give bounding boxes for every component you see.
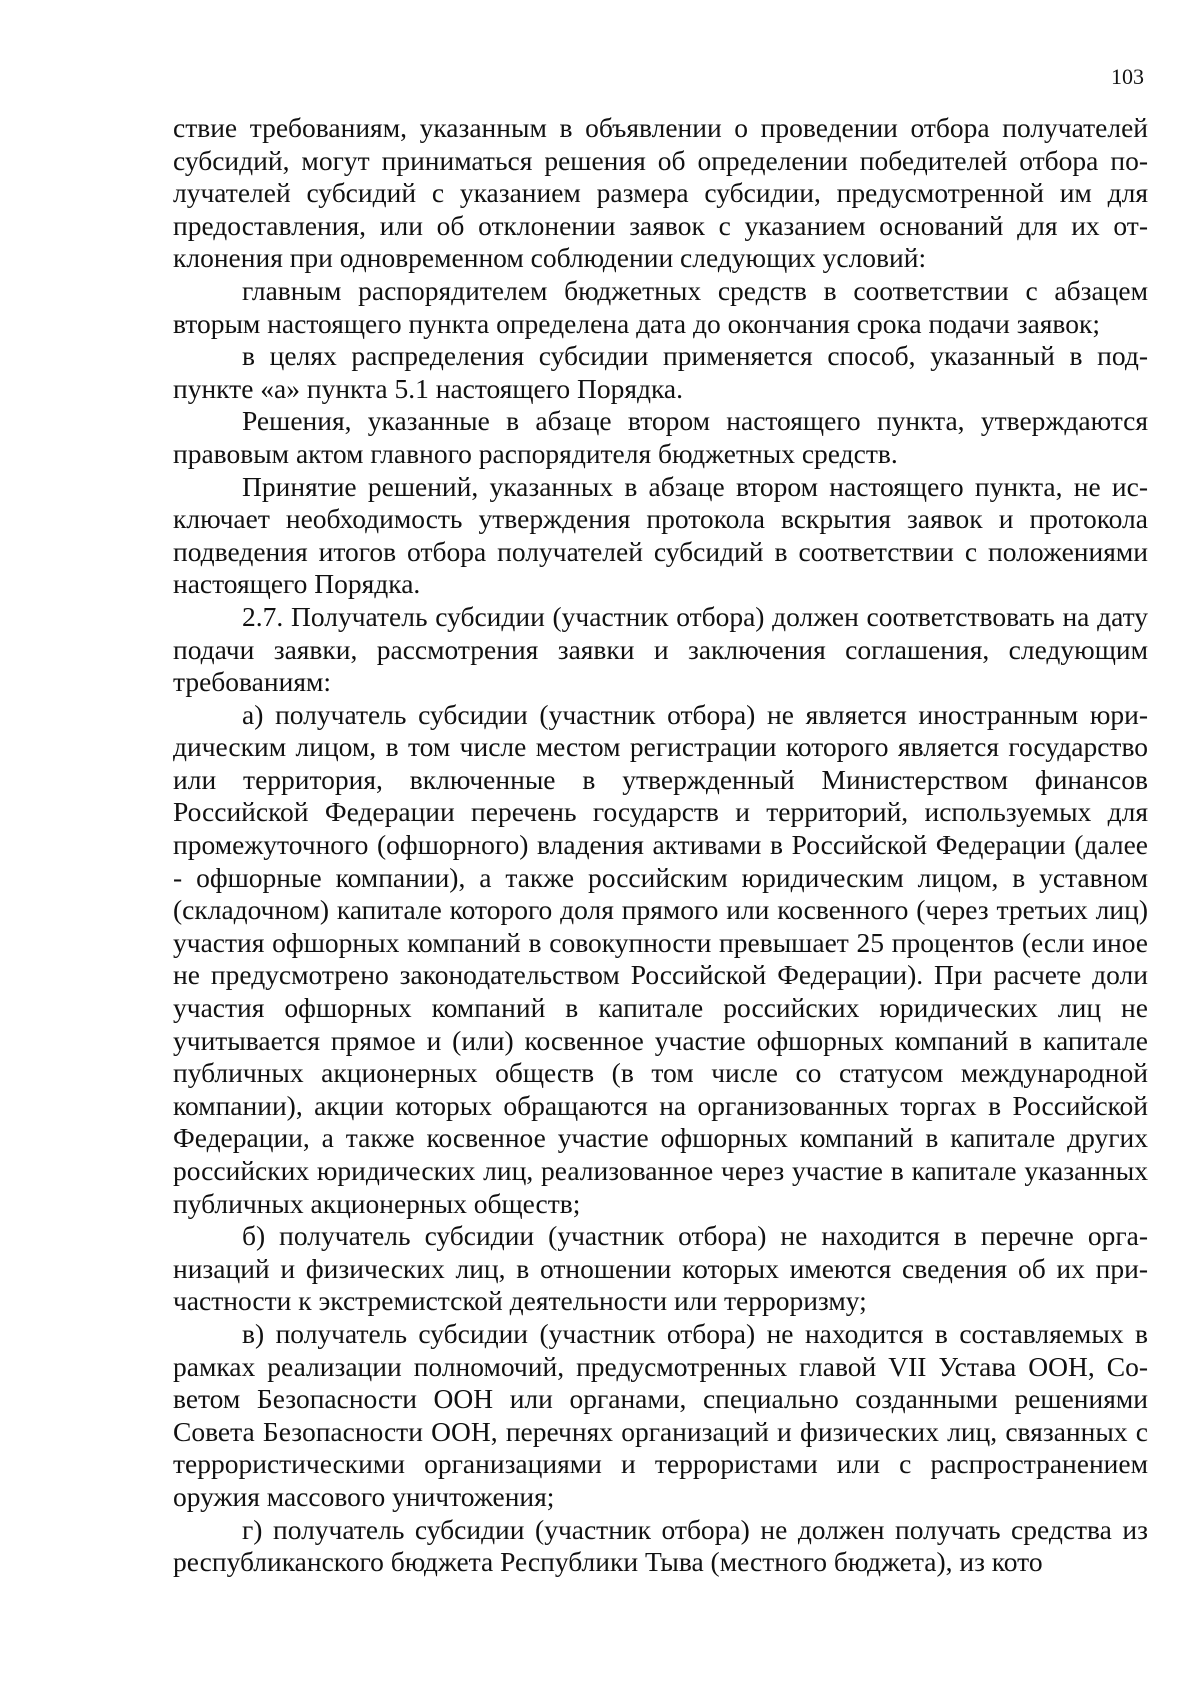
page-number: 103 bbox=[1111, 64, 1144, 89]
paragraph: главным распорядителем бюджетных средств в соответствии с абзацем вторым настоящего пункта определена дата до окончания срока подачи заявок; bbox=[173, 274, 1148, 339]
paragraph: в целях распределения субсидии применяется способ, указанный в подпункте «а» пункта 5.1 настоящего Порядка. bbox=[173, 340, 1148, 404]
document-body bbox=[173, 112, 1148, 1579]
paragraph: Решения, указанные в абзаце втором настоящего пункта, утверждаются правовым актом главного распорядителя бюджетных средств. bbox=[173, 405, 1148, 469]
paragraph: г) получатель субсидии (участник отбора) не должен получать средства из республиканского бюджета Республики Тыва (местного бюджета), из кото bbox=[173, 1513, 1148, 1578]
paragraph: а) получатель субсидии (участник отбора) не является иностранным юридическим лицом, в том числе местом регистрации которого является государство или территория, включенные в утвержденный Министерством финансов Российской Федерации перечень государств и территорий, используемых для промежуточного (офшорного) владения активами в Российской Федерации (далее - офшорные компании), а также российским юридическим лицом, в уставном (складочном) капитале которого доля прямого или косвенного (через третьих лиц) участия офшорных компаний в совокупности превышает 25 процентов (если иное не предусмотрено законодательством Российской Федерации). При расчете доли участия офшорных компаний в капитале российских юридических лиц не учитывается прямое и (или) косвенное участие офшорных компаний в капитале публичных акционерных обществ (в том числе со статусом международной компании), акции которых обращаются на организованных торгах в Российской Федерации, а также косвенное участие офшорных компаний в капитале других российских юридических лиц, реализованное через участие в капитале указанных публичных акционерных обществ; bbox=[173, 698, 1148, 1219]
paragraph: 2.7. Получатель субсидии (участник отбора) должен соответствовать на дату подачи заявки, рассмотрения заявки и заключения соглашения, следующим требованиям: bbox=[173, 600, 1148, 698]
paragraph: б) получатель субсидии (участник отбора) не находится в перечне организаций и физических лиц, в отношении которых имеются сведения об их причастности к экстремистской деятельности или терроризму; bbox=[173, 1220, 1148, 1317]
paragraph: в) получатель субсидии (участник отбора) не находится в составляемых в рамках реализации полномочий, предусмотренных главой VII Устава ООН, Советом Безопасности ООН или органами, специально созданными решениями Совета Безопасности ООН, перечнях организаций и физических лиц, связанных с террористическими организациями и террористами или с распространением оружия массового уничтожения; bbox=[173, 1317, 1148, 1512]
paragraph: Принятие решений, указанных в абзаце втором настоящего пункта, не исключает необходимость утверждения протокола вскрытия заявок и протокола подведения итогов отбора получателей субсидий в соответствии с положениями настоящего Порядка. bbox=[173, 470, 1148, 600]
paragraph: ствие требованиям, указанным в объявлении о проведении отбора получателей субсидий, могут приниматься решения об определении победителей отбора получателей субсидий с указанием размера субсидии, предусмотренной им для предоставления, или об отклонении заявок с указанием оснований для их отклонения при одновременном соблюдении следующих условий: bbox=[173, 112, 1148, 274]
